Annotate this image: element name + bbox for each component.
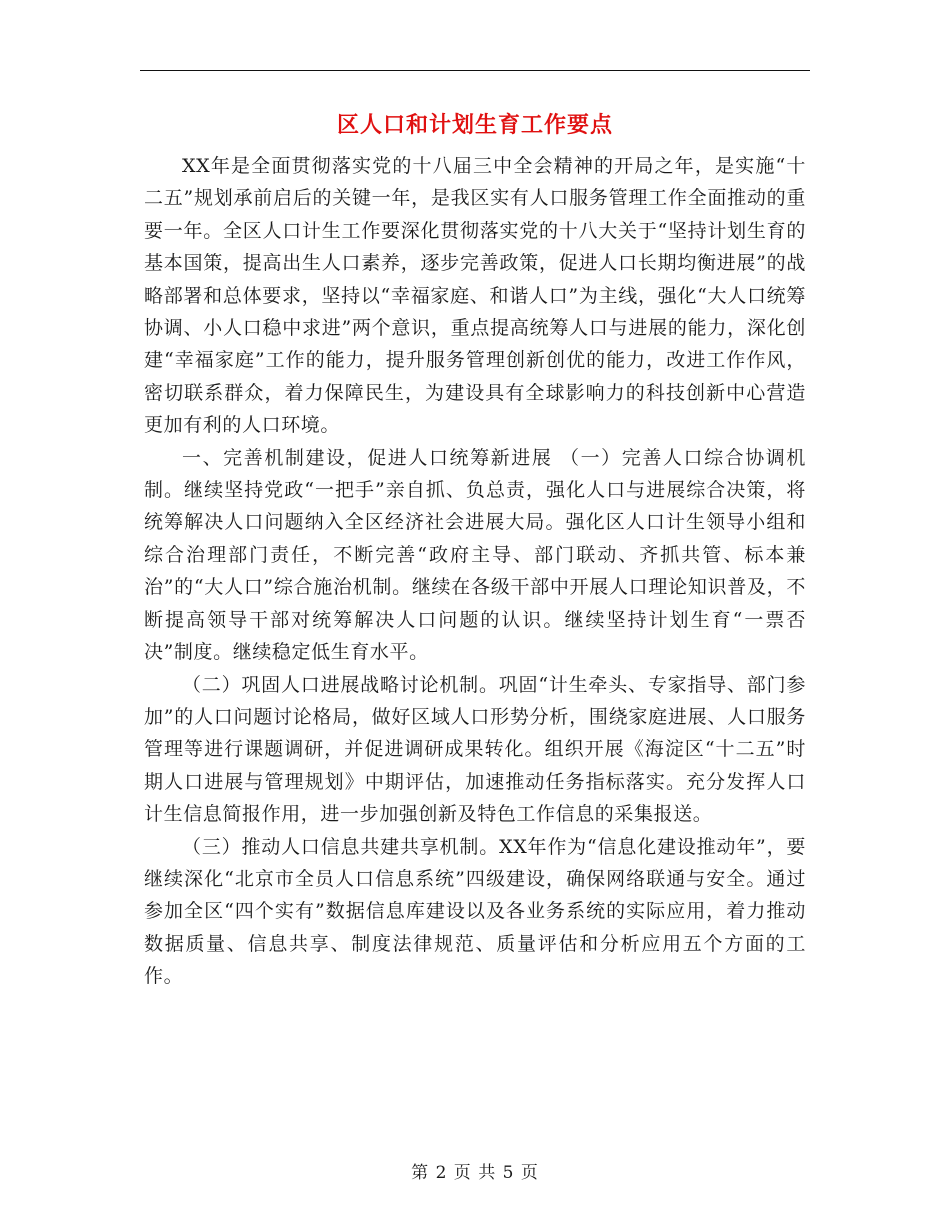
paragraph-section-1: 一、完善机制建设，促进人口统筹新进展 （一）完善人口综合协调机制。继续坚持党政“一把手”亲自抓、负总责，强化人口与进展综合决策，将统筹解决人口问题纳入全区经济社会进展大局。强化区人口计生领导小组和综合治理部门责任，不断完善“政府主导、部门联动、齐抓共管、标本兼治”的“大人口”综合施治机制。继续在各级干部中开展人口理论知识普及，不断提高领导干部对统筹解决人口问题的认识。继续坚持计划生育“一票否决”制度。继续稳定低生育水平。 bbox=[144, 446, 806, 664]
paragraph-section-2: （二）巩固人口进展战略讨论机制。巩固“计生牵头、专家指导、部门参加”的人口问题讨论格局，做好区域人口形势分析，围绕家庭进展、人口服务管理等进行课题调研，并促进调研成果转化。组织开展《海淀区“十二五”时期人口进展与管理规划》中期评估，加速推动任务指标落实。充分发挥人口计生信息简报作用，进一步加强创新及特色工作信息的采集报送。 bbox=[144, 673, 806, 826]
paragraph-section-3: （三）推动人口信息共建共享机制。XX年作为“信息化建设推动年”，要继续深化“北京市全员人口信息系统”四级建设，确保网络联通与安全。通过参加全区“四个实有”数据信息库建设以及各业务系统的实际应用，着力推动数据质量、信息共享、制度法律规范、质量评估和分析应用五个方面的工作。 bbox=[144, 835, 806, 988]
paragraph-intro: XX年是全面贯彻落实党的十八届三中全会精神的开局之年，是实施“十二五”规划承前启后的关键一年，是我区实有人口服务管理工作全面推动的重要一年。全区人口计生工作要深化贯彻落实党的十八大关于“坚持计划生育的基本国策，提高出生人口素养，逐步完善政策，促进人口长期均衡进展”的战略部署和总体要求，坚持以“幸福家庭、和谐人口”为主线，强化“大人口统筹协调、小人口稳中求进”两个意识，重点提高统筹人口与进展的能力，深化创建“幸福家庭”工作的能力，提升服务管理创新创优的能力，改进工作作风，密切联系群众，着力保障民生，为建设具有全球影响力的科技创新中心营造更加有利的人口环境。 bbox=[144, 155, 806, 437]
document-body bbox=[144, 150, 806, 993]
page-number: 第 2 页 共 5 页 bbox=[411, 1163, 539, 1183]
document-title: 区人口和计划生育工作要点 bbox=[336, 113, 613, 138]
header-rule bbox=[140, 70, 810, 71]
